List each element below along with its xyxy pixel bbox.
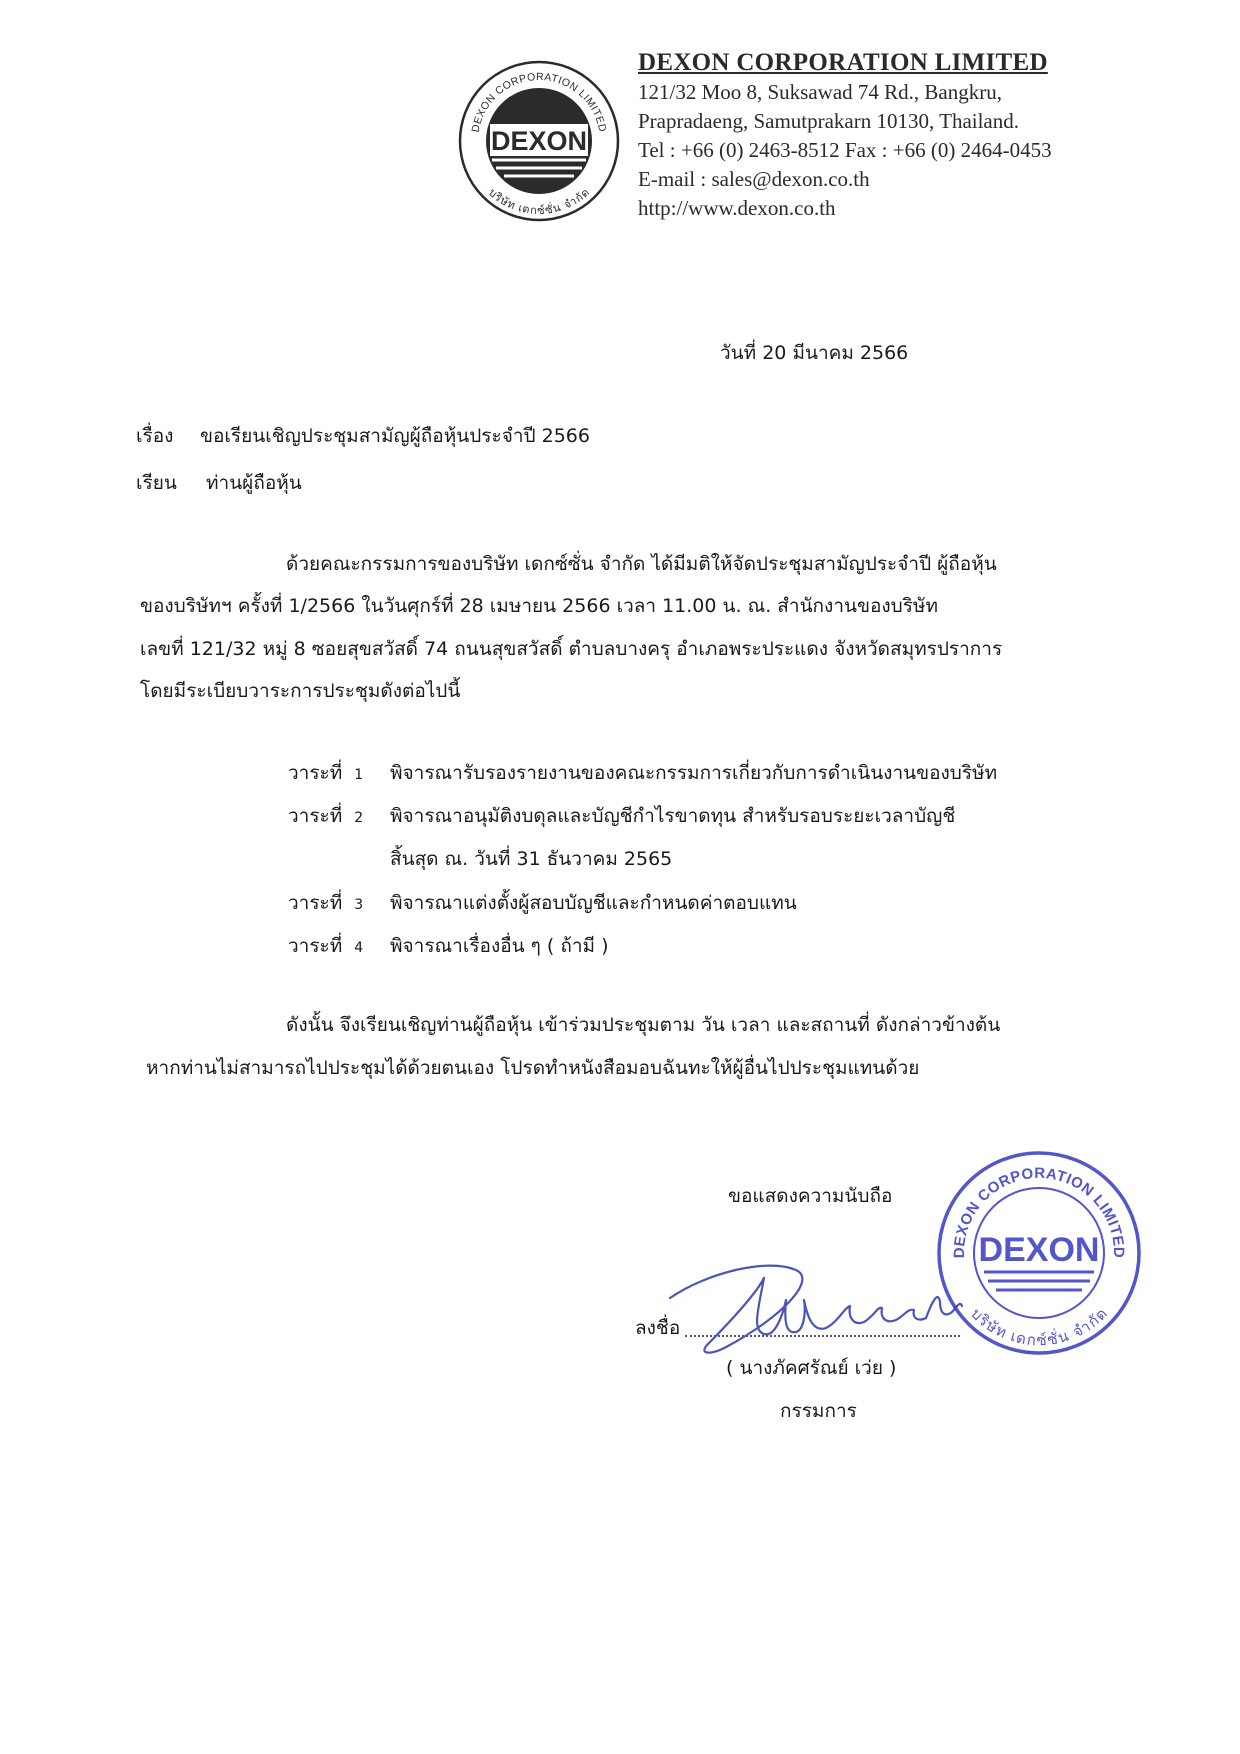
agenda-label-2: วาระที่ 2 bbox=[288, 805, 364, 827]
agenda-text-2-continued: สิ้นสุด ณ. วันที่ 31 ธันวาคม 2565 bbox=[390, 848, 673, 870]
address-line-2: Prapradaeng, Samutprakarn 10130, Thailand. bbox=[638, 109, 1020, 133]
agenda-label-3: วาระที่ 3 bbox=[288, 892, 364, 914]
agenda-text-3: พิจารณาแต่งตั้งผู้สอบบัญชีและกำหนดค่าตอบแทน bbox=[390, 892, 797, 914]
svg-text:บริษัท เดกซ์ซั่น จำกัด bbox=[967, 1305, 1111, 1350]
company-logo bbox=[458, 60, 620, 222]
company-website: http://www.dexon.co.th bbox=[638, 196, 836, 220]
company-stamp bbox=[936, 1150, 1142, 1356]
signer-name: ( นางภัคศรัณย์ เว่ย ) bbox=[726, 1357, 897, 1379]
company-email: E-mail : sales@dexon.co.th bbox=[638, 167, 870, 191]
stamp-ring-top: DEXON CORPORATION LIMITED bbox=[950, 1164, 1128, 1259]
signature-label: ลงชื่อ bbox=[635, 1317, 681, 1339]
agenda-label-1: วาระที่ 1 bbox=[288, 762, 364, 784]
logo-wordmark: DEXON bbox=[490, 126, 588, 156]
paragraph-1-line-1: ด้วยคณะกรรมการของบริษัท เดกซ์ซั่น จำกัด ได้มีมติให้จัดประชุมสามัญประจำปี ผู้ถือหุ้น bbox=[286, 553, 997, 575]
letter-date: วันที่ 20 มีนาคม 2566 bbox=[720, 342, 909, 364]
stamp-ring-bottom: บริษัท เดกซ์ซั่น จำกัด bbox=[967, 1304, 1111, 1350]
agenda-label-4: วาระที่ 4 bbox=[288, 935, 364, 957]
recipient-text: ท่านผู้ถือหุ้น bbox=[206, 472, 302, 494]
stamp-wordmark: DEXON bbox=[978, 1231, 1100, 1269]
phone-fax: Tel : +66 (0) 2463-8512 Fax : +66 (0) 2464-0453 bbox=[638, 138, 1052, 162]
logo-ring-bottom: บริษัท เดกซ์ซั่น จำกัด bbox=[486, 185, 592, 218]
closing-text: ขอแสดงความนับถือ bbox=[728, 1185, 893, 1207]
agenda-text-1: พิจารณารับรองรายงานของคณะกรรมการเกี่ยวกับการดำเนินงานของบริษัท bbox=[390, 762, 998, 784]
paragraph-2-line-1: ดังนั้น จึงเรียนเชิญท่านผู้ถือหุ้น เข้าร่วมประชุมตาม วัน เวลา และสถานที่ ดังกล่าวข้างต้น bbox=[286, 1014, 1001, 1036]
recipient-label: เรียน bbox=[136, 472, 177, 494]
subject-text: ขอเรียนเชิญประชุมสามัญผู้ถือหุ้นประจำปี 2566 bbox=[200, 425, 590, 447]
logo-ring-top: DEXON CORPORATION LIMITED bbox=[469, 70, 609, 134]
signer-title: กรรมการ bbox=[780, 1400, 857, 1422]
paragraph-1-line-2: ของบริษัทฯ ครั้งที่ 1/2566 ในวันศุกร์ที่ 28 เมษายน 2566 เวลา 11.00 น. ณ. สำนักงานของบริษัท bbox=[140, 595, 938, 617]
handwritten-signature bbox=[668, 1250, 968, 1360]
paragraph-2-line-2: หากท่านไม่สามารถไปประชุมได้ด้วยตนเอง โปรดทำหนังสือมอบฉันทะให้ผู้อื่นไปประชุมแทนด้วย bbox=[146, 1057, 920, 1079]
subject-label: เรื่อง bbox=[136, 425, 174, 447]
paragraph-1-line-3: เลขที่ 121/32 หมู่ 8 ซอยสุขสวัสดิ์ 74 ถนนสุขสวัสดิ์ ตำบลบางครุ อำเภอพระประแดง จังหวัดสมุทรปราการ bbox=[140, 638, 1003, 660]
company-name: DEXON CORPORATION LIMITED bbox=[638, 49, 1048, 76]
agenda-text-4: พิจารณาเรื่องอื่น ๆ ( ถ้ามี ) bbox=[390, 935, 609, 957]
address-line-1: 121/32 Moo 8, Suksawad 74 Rd., Bangkru, bbox=[638, 80, 1002, 104]
agenda-text-2: พิจารณาอนุมัติงบดุลและบัญชีกำไรขาดทุน สำหรับรอบระยะเวลาบัญชี bbox=[390, 805, 956, 827]
paragraph-1-line-4: โดยมีระเบียบวาระการประชุมดังต่อไปนี้ bbox=[140, 680, 461, 702]
company-info bbox=[638, 48, 1052, 223]
